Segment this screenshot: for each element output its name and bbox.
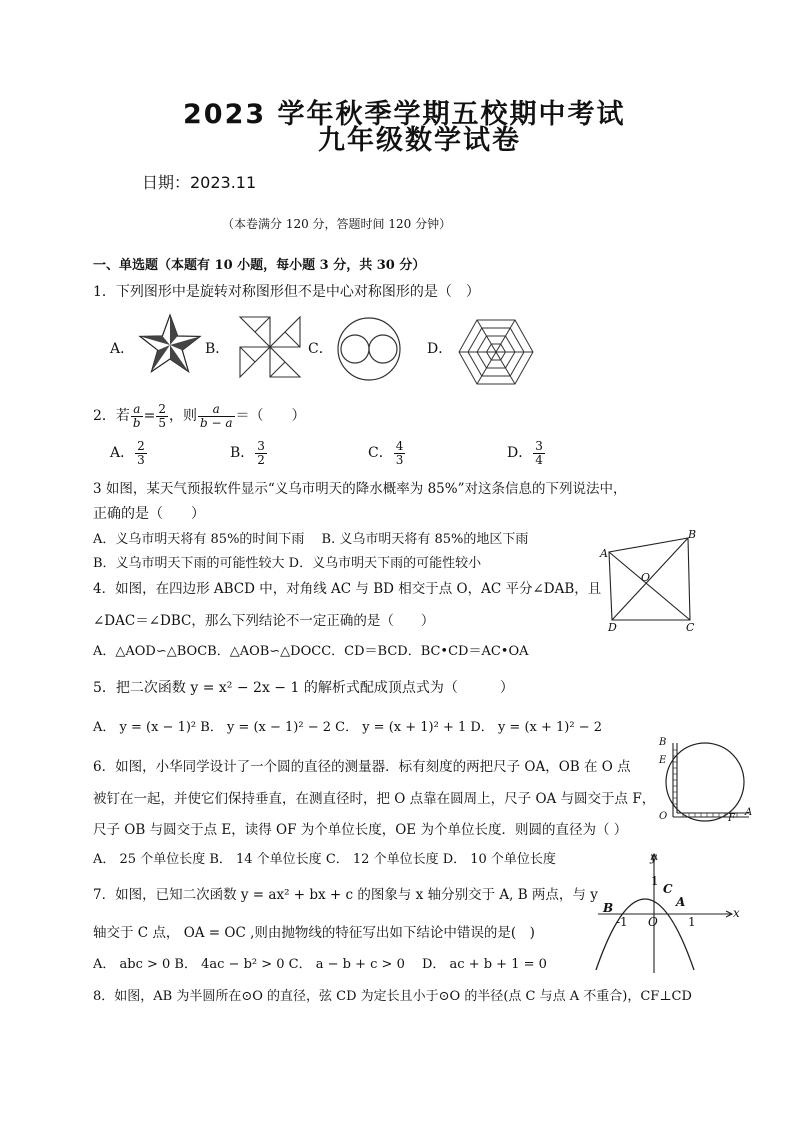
q7-options: A． abc > 0 B． 4ac − b² > 0 C． a − b + c > 0 D． ac + b + 1 = 0: [93, 957, 547, 972]
q2-mid: ，则: [168, 408, 197, 424]
q2-option-a: [110, 435, 148, 471]
q2-ratio-den: 5: [158, 415, 166, 430]
circles-figure: [336, 316, 402, 382]
q2-ask-fraction: [198, 403, 235, 430]
q2-given-den: b: [132, 415, 141, 430]
q2-opt-b-label: B．: [230, 445, 255, 461]
page-title: 2023 学年秋季学期五校期中考试: [183, 99, 626, 130]
q6-label-f: F: [728, 813, 735, 824]
q2-opt-d-fraction: [533, 440, 545, 467]
q2-opt-a-fraction: [135, 440, 147, 467]
hexagon-web-figure: [458, 318, 534, 386]
q2-opt-b-fraction: [255, 440, 267, 467]
q2-stem: [93, 398, 306, 434]
q7-label-o: O: [648, 915, 658, 929]
q6-stem-line2: 被钉在一起，并使它们保持垂直，在测直径时，把 O 点靠在圆周上，尺子 OA 与圆交于点 F，: [93, 791, 656, 807]
q4-stem-line1: 4．如图，在四边形 ABCD 中，对角线 AC 与 BD 相交于点 O，AC 平分∠DAB，且: [93, 581, 602, 597]
q2-option-c: [368, 435, 406, 471]
q7-label-x: x: [733, 906, 740, 920]
q7-label-b: B: [603, 901, 614, 915]
q6-label-o: O: [659, 811, 668, 822]
exam-note: （本卷满分 120 分，答题时间 120 分钟）: [222, 217, 452, 231]
q6-label-a: A: [745, 807, 753, 818]
q3-options-cd: B．义乌市明天下雨的可能性较大 D．义乌市明天下雨的可能性较小: [93, 556, 482, 571]
q2-option-d: [507, 435, 546, 471]
q1-label-a: A．: [110, 341, 135, 357]
pinwheel-figure: [238, 315, 302, 379]
q7-label-one-y: 1: [651, 874, 659, 888]
q6-stem-line1: 6．如图，小华同学设计了一个圆的直径的测量器．标有刻度的两把尺子 OA，OB 在 O 点: [93, 759, 631, 775]
q6-options: A． 25 个单位长度 B． 14 个单位长度 C． 12 个单位长度 D． 10 个单位长度: [93, 852, 556, 867]
q7-stem-line1: 7．如图，已知二次函数 y = ax² + bx + c 的图象与 x 轴分别交于 A, B 两点，与 y: [93, 887, 598, 903]
exam-date: 日期：2023.11: [142, 173, 257, 192]
q6-stem-line3: 尺子 OB 与圆交于点 E，读得 OF 为个单位长度，OE 为个单位长度．则圆的直径为（ ）: [93, 822, 628, 838]
q2-ask-den: b − a: [199, 415, 233, 430]
q2-given-num: a: [133, 401, 141, 416]
q7-label-neg1: -1: [616, 915, 628, 929]
q2-opt-c-label: C．: [368, 445, 393, 461]
q2-opt-d-label: D．: [507, 445, 533, 461]
q7-label-c: C: [663, 882, 673, 896]
q8-stem: 8．如图，AB 为半圆所在⊙O 的直径，弦 CD 为定长且小于⊙O 的半径(点 C 与点 A 不重合)，CF⊥CD: [93, 989, 692, 1004]
q6-label-e: E: [659, 755, 667, 766]
q1-stem: 1．下列图形中是旋转对称图形但不是中心对称图形的是（ ）: [93, 284, 480, 300]
q7-label-a: A: [676, 895, 686, 909]
q2-opt-d-num: 3: [535, 438, 543, 453]
q1-label-b: B．: [205, 341, 230, 357]
q2-opt-b-num: 3: [257, 438, 265, 453]
q2-opt-a-den: 3: [137, 452, 145, 467]
q2-opt-d-den: 4: [535, 452, 543, 467]
q1-label-d: D．: [427, 341, 453, 357]
q3-stem-line2: 正确的是（ ）: [93, 506, 205, 522]
star-figure: [137, 313, 203, 379]
q4-label-c: C: [686, 621, 695, 634]
q5-stem: 5．把二次函数 y = x² − 2x − 1 的解析式配成顶点式为（ ）: [93, 680, 514, 696]
q4-label-a: A: [600, 547, 608, 560]
page-subtitle: 九年级数学试卷: [318, 125, 521, 156]
q4-label-o: O: [641, 571, 651, 584]
q2-opt-a-label: A．: [110, 445, 135, 461]
q2-option-b: [230, 435, 268, 471]
q2-opt-b-den: 2: [257, 452, 265, 467]
q2-eq: =: [143, 408, 156, 424]
q2-ask-num: a: [212, 401, 220, 416]
q5-options: A． y = (x − 1)² B． y = (x − 1)² − 2 C． y = (x + 1)² + 1 D． y = (x + 1)² − 2: [93, 720, 602, 735]
q4-label-b: B: [688, 528, 697, 541]
q7-label-y: y: [650, 850, 657, 864]
q2-suffix: ＝（ ）: [235, 408, 306, 424]
q2-opt-a-num: 2: [137, 438, 145, 453]
q2-prefix: 2．若: [93, 408, 130, 424]
q6-label-b: B: [659, 737, 667, 748]
q7-stem-line2: 轴交于 C 点， OA = OC ,则由抛物线的特征写出如下结论中错误的是( ): [93, 925, 535, 941]
q3-options-ab: A．义乌市明天将有 85%的时间下雨 B. 义乌市明天将有 85%的地区下雨: [93, 532, 529, 547]
q2-opt-c-fraction: [394, 440, 406, 467]
q2-ratio-fraction: [156, 403, 168, 430]
q2-given-fraction: [131, 403, 143, 430]
q1-label-c: C．: [308, 341, 333, 357]
q2-opt-c-den: 3: [395, 452, 404, 467]
q7-label-one-x: 1: [688, 915, 696, 929]
circle-measure-figure: [655, 738, 755, 828]
q4-label-d: D: [608, 621, 617, 634]
section-heading: 一、单选题（本题有 10 小题，每小题 3 分，共 30 分）: [93, 258, 426, 273]
q2-opt-c-num: 4: [395, 438, 404, 453]
q4-stem-line2: ∠DAC＝∠DBC，那么下列结论不一定正确的是（ ）: [93, 613, 435, 629]
q4-options: A．△AOD∽△BOCB．△AOB∽△DOCC．CD＝BCD．BC•CD＝AC•OA: [93, 644, 529, 659]
q3-stem-line1: 3 如图，某天气预报软件显示“义乌市明天的降水概率为 85%”对这条信息的下列说法中，: [93, 481, 627, 497]
q2-ratio-num: 2: [158, 401, 166, 416]
